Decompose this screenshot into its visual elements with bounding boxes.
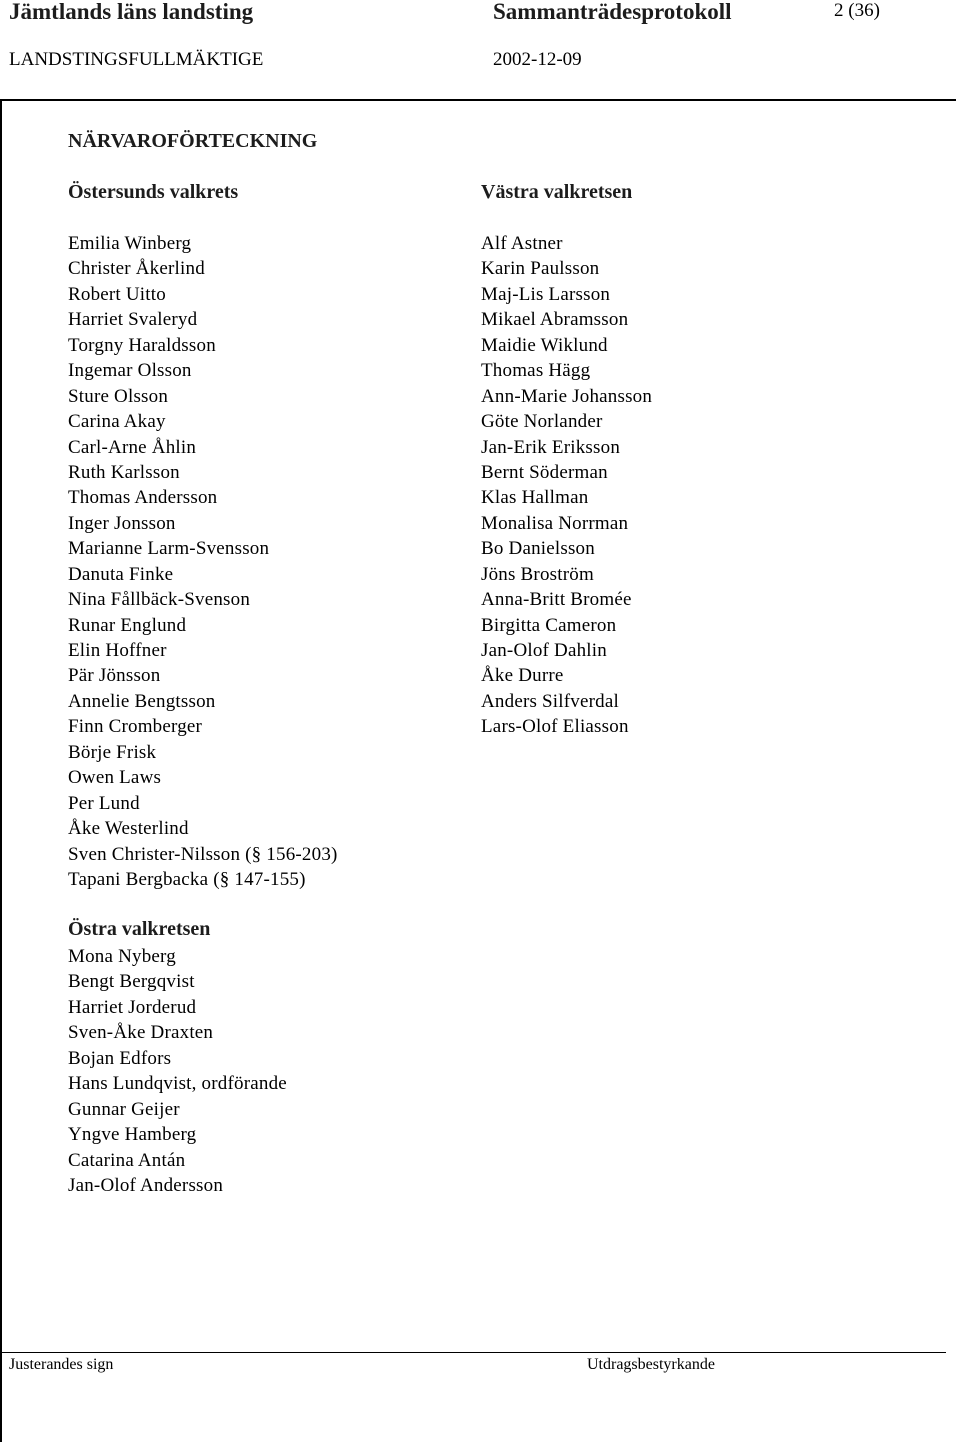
member-list-ostra bbox=[68, 944, 287, 1198]
header-divider bbox=[0, 99, 956, 101]
member-name: Sven-Åke Draxten bbox=[68, 1022, 214, 1044]
member-name: Lars-Olof Eliasson bbox=[481, 716, 629, 738]
member-name: Åke Westerlind bbox=[68, 818, 189, 840]
member-name: Thomas Andersson bbox=[68, 487, 218, 509]
left-margin-rule bbox=[0, 99, 2, 1442]
member-name: Harriet Svaleryd bbox=[68, 309, 198, 331]
member-name: Alf Astner bbox=[481, 233, 563, 254]
member-name: Robert Uitto bbox=[68, 283, 166, 305]
member-name: Göte Norlander bbox=[481, 411, 603, 433]
member-name: Owen Laws bbox=[68, 767, 162, 789]
section-heading-ostra: Östra valkretsen bbox=[68, 918, 211, 940]
member-name: Per Lund bbox=[68, 792, 140, 814]
member-name: Jan-Olof Andersson bbox=[68, 1174, 224, 1196]
member-name: Mona Nyberg bbox=[68, 946, 176, 967]
member-name: Bojan Edfors bbox=[68, 1047, 172, 1069]
member-name: Karin Paulsson bbox=[481, 258, 600, 280]
member-name: Monalisa Norrman bbox=[481, 512, 629, 534]
member-name: Ruth Karlsson bbox=[68, 461, 180, 483]
governing-body: LANDSTINGSFULLMÄKTIGE bbox=[9, 49, 264, 70]
member-name: Emilia Winberg bbox=[68, 233, 192, 254]
signature-label: Justerandes sign bbox=[9, 1356, 114, 1373]
member-name: Pär Jönsson bbox=[68, 665, 161, 687]
member-name: Jöns Broström bbox=[481, 563, 594, 585]
member-name: Runar Englund bbox=[68, 614, 187, 636]
member-name: Bengt Bergqvist bbox=[68, 971, 195, 993]
member-name: Marianne Larm-Svensson bbox=[68, 538, 270, 560]
member-name: Ingemar Olsson bbox=[68, 360, 192, 382]
member-name: Elin Hoffner bbox=[68, 640, 167, 661]
member-name: Jan-Erik Eriksson bbox=[481, 436, 621, 458]
member-name: Mikael Abramsson bbox=[481, 309, 629, 331]
member-name: Åke Durre bbox=[481, 665, 564, 687]
member-name: Sven Christer-Nilsson (§ 156-203) bbox=[68, 843, 338, 865]
member-list-ostersund bbox=[68, 231, 338, 892]
organization-name: Jämtlands läns landsting bbox=[9, 0, 254, 24]
member-name: Finn Cromberger bbox=[68, 716, 203, 738]
member-name: Anna-Britt Bromée bbox=[481, 589, 632, 611]
member-name: Bo Danielsson bbox=[481, 538, 595, 560]
section-heading-ostersund: Östersunds valkrets bbox=[68, 181, 239, 203]
member-name: Anders Silfverdal bbox=[481, 690, 619, 712]
member-name: Inger Jonsson bbox=[68, 512, 176, 534]
member-name: Tapani Bergbacka (§ 147-155) bbox=[68, 868, 306, 890]
member-name: Catarina Antán bbox=[68, 1149, 186, 1171]
member-name: Nina Fållbäck-Svenson bbox=[68, 589, 251, 611]
member-name: Carina Akay bbox=[68, 411, 166, 433]
member-name: Gunnar Geijer bbox=[68, 1098, 180, 1120]
member-name: Christer Åkerlind bbox=[68, 258, 205, 280]
member-name: Harriet Jorderud bbox=[68, 996, 197, 1018]
member-name: Yngve Hamberg bbox=[68, 1124, 197, 1146]
member-name: Birgitta Cameron bbox=[481, 614, 617, 636]
member-name: Bernt Söderman bbox=[481, 461, 608, 483]
footer-divider bbox=[0, 1352, 946, 1353]
member-name: Sture Olsson bbox=[68, 385, 169, 407]
member-name: Klas Hallman bbox=[481, 487, 589, 509]
member-name: Ann-Marie Johansson bbox=[481, 385, 653, 407]
certification-label: Utdragsbestyrkande bbox=[587, 1356, 715, 1373]
member-name: Torgny Haraldsson bbox=[68, 334, 216, 356]
member-name: Hans Lundqvist, ordförande bbox=[68, 1073, 287, 1095]
document-type: Sammanträdesprotokoll bbox=[493, 0, 732, 24]
member-name: Maj-Lis Larsson bbox=[481, 283, 611, 305]
member-name: Börje Frisk bbox=[68, 741, 157, 763]
member-name: Maidie Wiklund bbox=[481, 334, 608, 356]
member-name: Annelie Bengtsson bbox=[68, 690, 216, 712]
member-name: Thomas Hägg bbox=[481, 360, 591, 382]
member-list-vastra bbox=[481, 231, 652, 740]
member-name: Danuta Finke bbox=[68, 563, 174, 585]
member-name: Jan-Olof Dahlin bbox=[481, 640, 607, 661]
meeting-date: 2002-12-09 bbox=[493, 49, 582, 70]
member-name: Carl-Arne Åhlin bbox=[68, 436, 197, 458]
attendance-list-title: NÄRVAROFÖRTECKNING bbox=[68, 130, 318, 152]
page-number: 2 (36) bbox=[834, 0, 880, 21]
section-heading-vastra: Västra valkretsen bbox=[481, 181, 633, 203]
